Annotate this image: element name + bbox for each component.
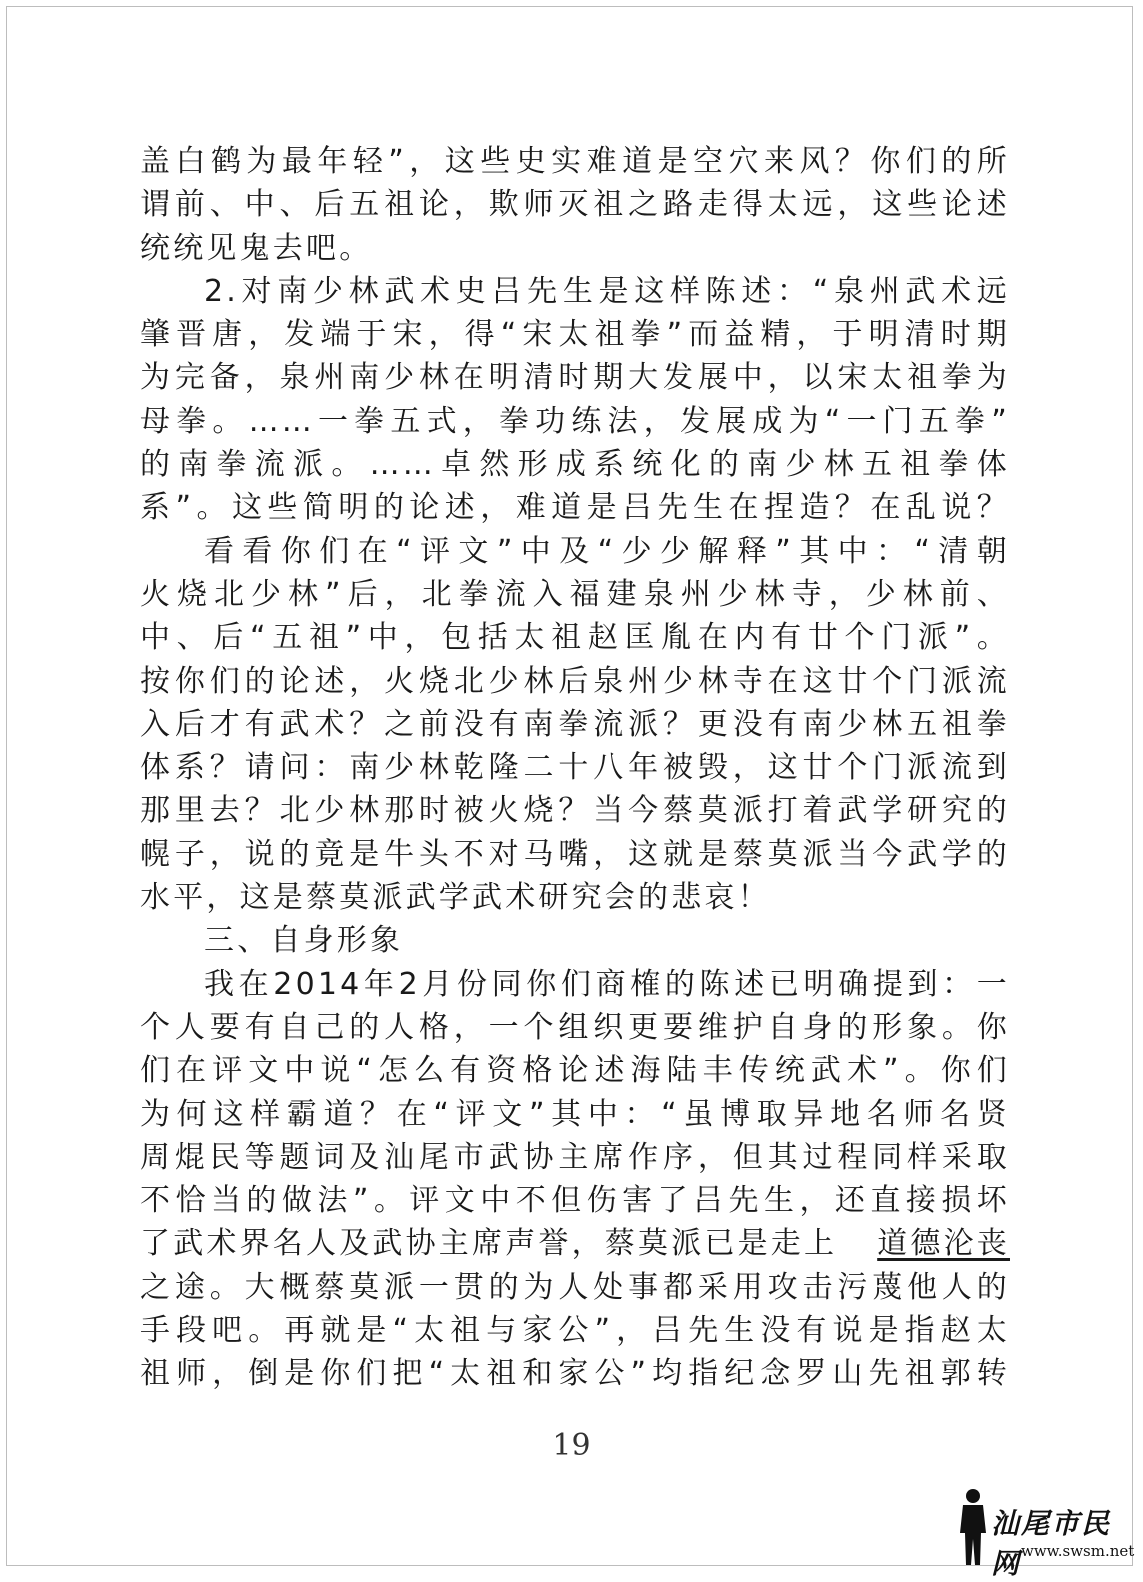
text-line: 了武术界名人及武协主席声誉，蔡莫派已是走上 道德沦丧 [140,1222,1010,1265]
text-line: 体系？请问：南少林乾隆二十八年被毁，这廿个门派流到 [140,750,1010,786]
text-line: 我在2014年2月份同你们商榷的陈述已明确提到：一 [204,966,1010,1002]
text-line: 系”。这些简明的论述，难道是吕先生在捏造？在乱说？ [140,490,1010,526]
text-line: 祖师，倒是你们把“太祖和家公”均指纪念罗山先祖郭转 [140,1356,1010,1392]
page-number: 19 [552,1428,591,1463]
person-silhouette-icon [955,1487,991,1567]
text-line: 看看你们在“评文”中及“少少解释”其中：“清朝 [204,533,1010,569]
text-line: 为完备，泉州南少林在明清时期大发展中，以宋太祖拳为 [140,360,1010,396]
text-line: 那里去？北少林那时被火烧？当今蔡莫派打着武学研究的 [140,793,1010,829]
text-line: 火烧北少林”后，北拳流入福建泉州少林寺，少林前、 [140,576,1010,612]
text-line: 手段吧。再就是“太祖与家公”，吕先生没有说是指赵太 [140,1313,1010,1349]
section-heading: 三、自身形象 [204,923,404,959]
text-line: 谓前、中、后五祖论，欺师灭祖之路走得太远，这些论述 [140,187,1010,223]
text-line: 为何这样霸道？在“评文”其中：“虽博取异地名师名贤 [140,1096,1010,1132]
text-line: 之途。大概蔡莫派一贯的为人处事都采用攻击污蔑他人的 [140,1269,1010,1305]
text-line: 周焜民等题词及汕尾市武协主席作序，但其过程同样采取 [140,1139,1010,1175]
text-line: 个人要有自己的人格，一个组织更要维护自身的形象。你 [140,1009,1010,1045]
body-text [140,140,1010,1396]
text-line: 统统见鬼去吧。 [140,230,373,266]
underlined-phrase: 道德沦丧 [877,1226,1010,1262]
text-line: 盖白鹤为最年轻”，这些史实难道是空穴来风？你们的所 [140,144,1010,179]
text-line: 中、后“五祖”中，包括太祖赵匡胤在内有廿个门派”。 [140,620,1010,656]
text-line: 们在评文中说“怎么有资格论述海陆丰传统武术”。你们 [140,1053,1010,1089]
site-watermark [955,1476,1135,1580]
watermark-site-name: 汕尾市民网 [991,1507,1112,1580]
text-line: 母拳。……一拳五式，拳功练法，发展成为“一门五拳” [140,403,1010,439]
text-line: 肇晋唐，发端于宋，得“宋太祖拳”而益精，于明清时期 [140,317,1010,353]
text-line: 的南拳流派。……卓然形成系统化的南少林五祖拳体 [140,447,1010,483]
text-line: 水平，这是蔡莫派武学武术研究会的悲哀！ [140,880,771,916]
text-line: 按你们的论述，火烧北少林后泉州少林寺在这廿个门派流 [140,663,1010,699]
text-line: 2.对南少林武术史吕先生是这样陈述：“泉州武术远 [204,273,1010,309]
text-line: 不恰当的做法”。评文中不但伤害了吕先生，还直接损坏 [140,1183,1010,1219]
text-line: 入后才有武术？之前没有南拳流派？更没有南少林五祖拳 [140,706,1010,742]
text-line: 幌子，说的竟是牛头不对马嘴，这就是蔡莫派当今武学的 [140,836,1010,872]
watermark-url: www.swsm.net [1021,1542,1135,1560]
